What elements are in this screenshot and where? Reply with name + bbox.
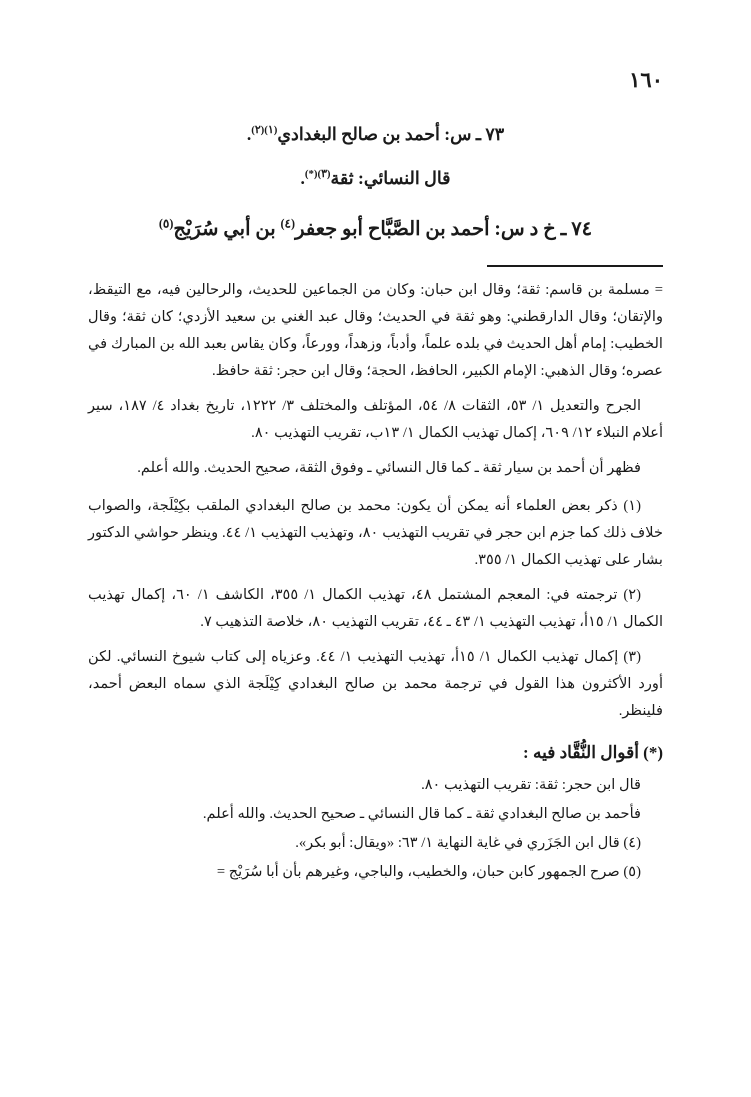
critics-line-1: قال ابن حجر: ثقة: تقريب التهذيب ٨٠. — [421, 776, 641, 793]
entry-74-marks: (٤) — [280, 216, 296, 231]
footnote-continued: = مسلمة بن قاسم: ثقة؛ وقال ابن حبان: وكان من الجماعين للحديث، والرحالين فيه، مع التيقظ، والإتقان؛ وقال الدارقطني: وهو ثقة في الحديث؛ وقال عبد الغني بن سعيد الأزدي؛ كان ثقة؛ وقال الخطيب: إمام أهل الحديث في بلده علماً، وأدباً، وزهداً، وورعاً، وكان يقاس بعبد الله بن المبارك في عصره؛ وقال الذهبي: الإمام الكبير، الحافظ، الحجة؛ وقال ابن حجر: ثقة حافظ. — [88, 281, 663, 379]
footnote-separator-rule — [487, 265, 663, 267]
page-body — [88, 110, 663, 888]
entry-73-marks: (١)(٢) — [251, 124, 278, 137]
entry-74-marks2: (٥) — [158, 216, 174, 231]
footnote-1: (١) ذكر بعض العلماء أنه يمكن أن يكون: محمد بن صالح البغدادي الملقب بكِيْلَجة، والصواب خلاف ذلك كما جزم ابن حجر في تقريب التهذيب ٨٠، وتهذيب التهذيب ١/ ٤٤. وينظر حواشي الدكتور بشار على تهذيب الكمال ١/ ٣٥٥. — [88, 497, 663, 568]
entry-74-text: ٧٤ ـ خ د س: أحمد بن الصَّبَّاح أبو جعفر — [295, 219, 593, 240]
footnote-conclusion: فظهر أن أحمد بن سيار ثقة ـ كما قال النسائي ـ وفوق الثقة، صحيح الحديث. والله أعلم. — [137, 459, 641, 476]
footnote-2: (٢) ترجمته في: المعجم المشتمل ٤٨، تهذيب الكمال ١/ ٣٥٥، الكاشف ١/ ٦٠، إكمال تهذيب الكمال ١/ ١٥أ، تهذيب التهذيب ١/ ٤٣ ـ ٤٤، تقريب التهذيب ٨٠، خلاصة التذهيب ٧. — [88, 586, 663, 630]
critics-heading: (*) أقوال النُّقَّاد فيه : — [523, 742, 663, 762]
entry-nasai-text: قال النسائي: ثقة — [330, 168, 451, 188]
entry-heading-nasai — [88, 164, 663, 192]
entry-73-tail: . — [246, 124, 252, 144]
entry-74-text2: بن أبي سُرَيْج — [173, 219, 281, 240]
footnote-4: (٤) قال ابن الجَزَري في غاية النهاية ١/ ٦٣: «ويقال: أبو بكر». — [295, 834, 641, 851]
entry-heading-74 — [88, 214, 663, 245]
spacer — [88, 484, 663, 493]
page-number: ١٦٠ — [629, 68, 663, 92]
footnotes-block — [88, 277, 663, 886]
critics-line-2: فأحمد بن صالح البغدادي ثقة ـ كما قال النسائي ـ صحيح الحديث. والله أعلم. — [202, 805, 641, 822]
entry-nasai-marks: (٣)(*) — [304, 168, 331, 181]
entry-heading-73 — [88, 120, 663, 148]
footnote-5: (٥) صرح الجمهور كابن حبان، والخطيب، والباجي، وغيرهم بأن أبا سُرَيْج = — [216, 863, 641, 880]
footnote-sources: الجرح والتعديل ١/ ٥٣، الثقات ٨/ ٥٤، المؤتلف والمختلف ٣/ ١٢٢٢، تاريخ بغداد ٤/ ١٨٧، سير أعلام النبلاء ١٢/ ٦٠٩، إكمال تهذيب الكمال ١/ ١٣ب، تقريب التهذيب ٨٠. — [88, 397, 663, 441]
entry-73-text: ٧٣ ـ س: أحمد بن صالح البغدادي — [277, 124, 505, 144]
entry-nasai-tail: . — [300, 168, 305, 188]
footnote-3: (٣) إكمال تهذيب الكمال ١/ ١٥أ، تهذيب التهذيب ١/ ٤٤. وعزياه إلى كتاب شيوخ النسائي. لكن أورد الأكثرون هذا القول في ترجمة محمد بن صالح البغدادي كِيْلَجة الذي سماه البعض أحمد، فلينظر. — [88, 648, 663, 719]
